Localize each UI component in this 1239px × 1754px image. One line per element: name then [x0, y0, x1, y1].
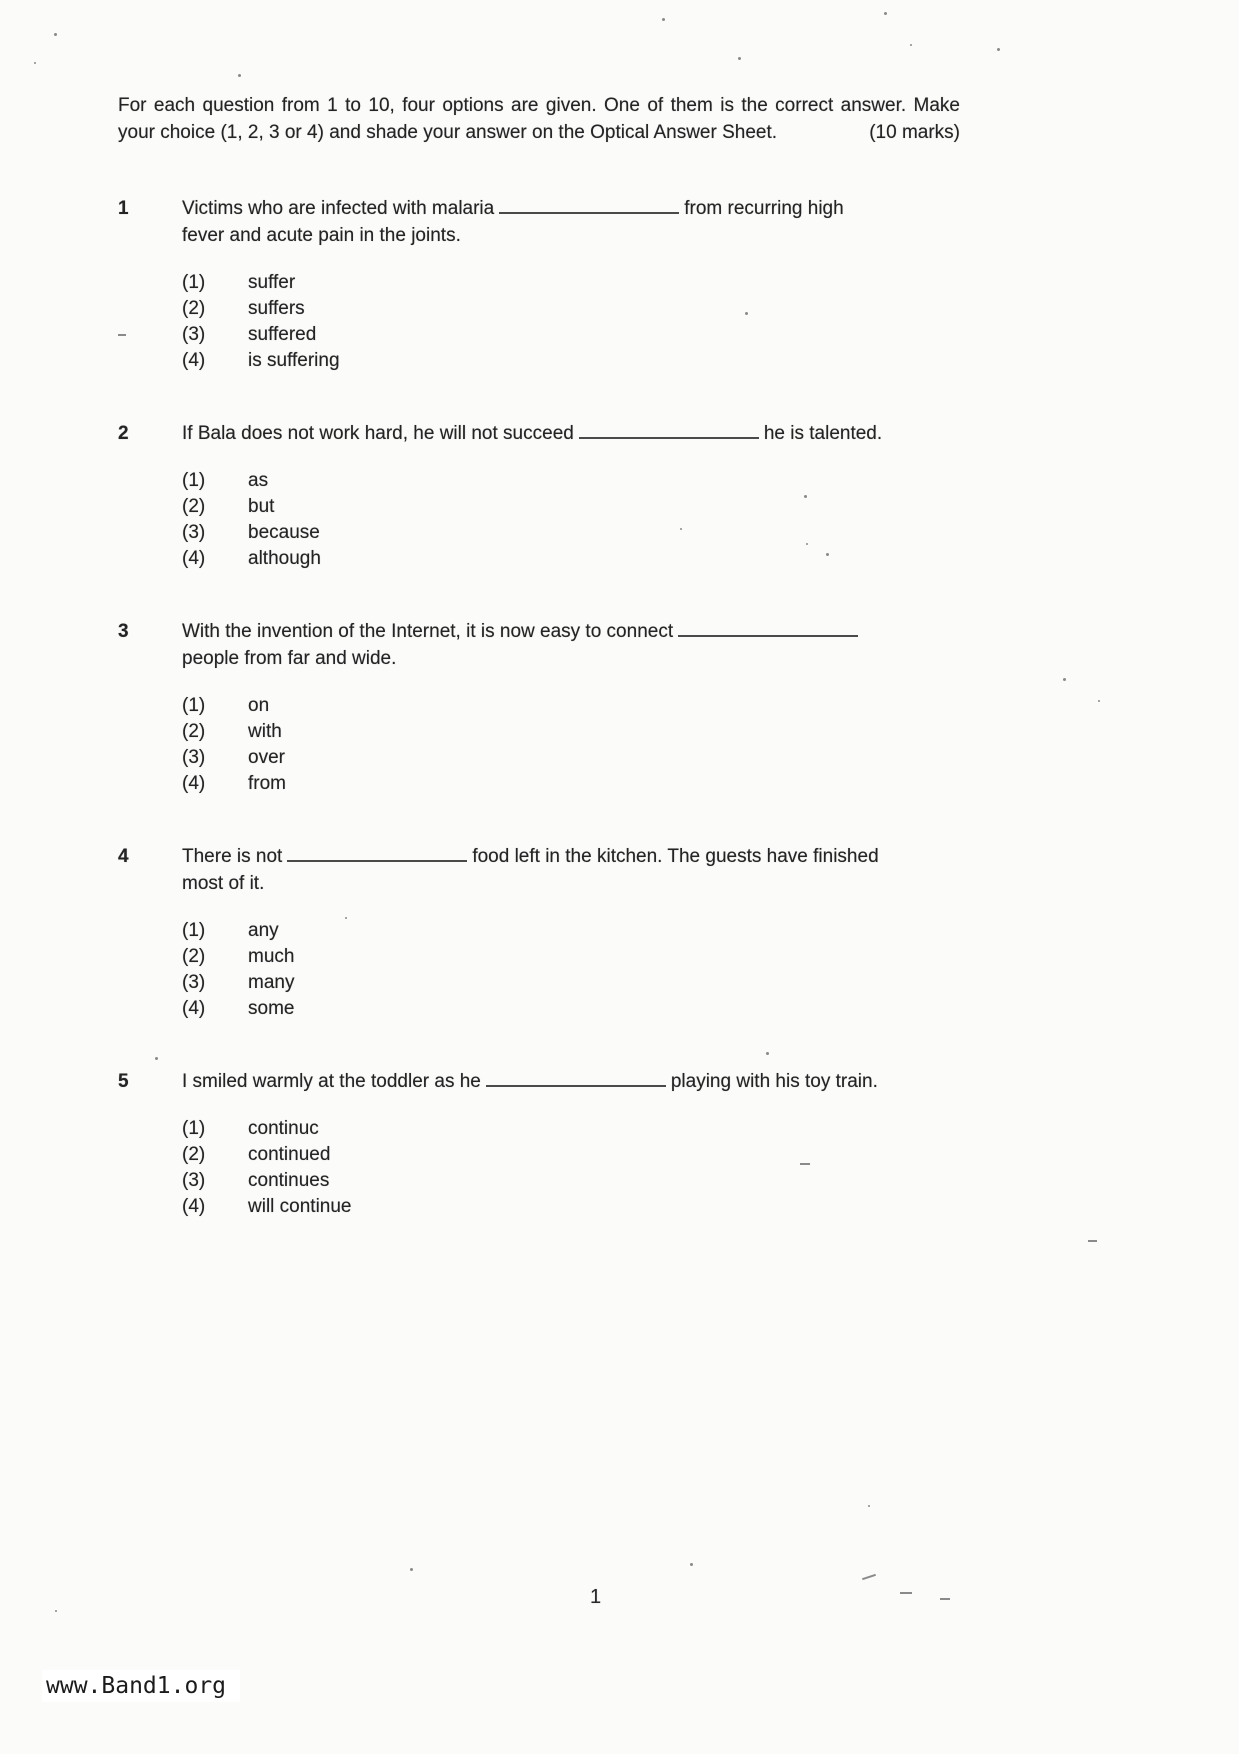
question-text-line2: fever and acute pain in the joints.: [182, 225, 461, 246]
option-label: (4): [182, 773, 206, 794]
option-2: [182, 494, 960, 520]
question-text-after-blank: he is talented.: [763, 423, 883, 444]
option-text: because: [248, 522, 320, 543]
scan-speck: [54, 33, 57, 36]
question-text-after-blank: playing with his toy train.: [670, 1071, 878, 1092]
option-1: [182, 693, 960, 719]
option-text: suffers: [248, 298, 305, 319]
option-label: (3): [182, 1170, 206, 1191]
question-text-before-blank: With the invention of the Internet, it is now easy to connect: [182, 621, 674, 642]
scan-speck: [766, 1052, 769, 1055]
question-text-before-blank: If Bala does not work hard, he will not succeed: [182, 423, 574, 444]
scan-speck: [238, 74, 241, 77]
question-text-line2: most of it.: [182, 873, 265, 894]
option-text: suffered: [248, 324, 317, 345]
option-label: (4): [182, 350, 206, 371]
option-label: (4): [182, 548, 206, 569]
option-label: (2): [182, 496, 206, 517]
option-4: [182, 348, 960, 374]
question-text: [182, 618, 960, 645]
options-list: [182, 693, 960, 797]
question-text-line2: people from far and wide.: [182, 648, 397, 669]
option-text: is suffering: [248, 350, 340, 371]
option-text: will continue: [248, 1196, 352, 1217]
scan-speck: [900, 1592, 912, 1594]
option-3: [182, 745, 960, 771]
scan-speck: [868, 1505, 870, 1507]
option-label: (3): [182, 522, 206, 543]
scan-speck: [738, 57, 741, 60]
question-4: [118, 843, 960, 1022]
option-2: [182, 719, 960, 745]
question-text-after-blank: food left in the kitchen. The guests have finished: [472, 846, 879, 867]
option-text: on: [248, 695, 270, 716]
option-1: [182, 468, 960, 494]
scan-speck: [826, 553, 829, 556]
option-3: [182, 970, 960, 996]
scan-speck: [662, 18, 665, 21]
option-3: [182, 520, 960, 546]
scan-speck: [800, 1163, 810, 1165]
option-3: [182, 1168, 960, 1194]
question-number: 3: [118, 621, 129, 642]
scan-speck: [910, 44, 912, 46]
option-label: (1): [182, 470, 206, 491]
option-text: any: [248, 920, 279, 941]
scan-speck: [118, 334, 126, 336]
watermark-url: www.Band1.org: [42, 1670, 240, 1702]
scan-speck: [690, 1563, 693, 1566]
question-number: 2: [118, 423, 129, 444]
scan-speck: [34, 62, 36, 64]
options-list: [182, 918, 960, 1022]
option-text: much: [248, 946, 295, 967]
option-label: (2): [182, 298, 206, 319]
question-3: [118, 618, 960, 797]
option-text: continues: [248, 1170, 330, 1191]
scan-speck: [55, 1610, 57, 1612]
option-text: over: [248, 747, 285, 768]
option-label: (3): [182, 747, 206, 768]
question-text: [182, 420, 960, 447]
option-label: (1): [182, 920, 206, 941]
options-list: [182, 1116, 960, 1220]
option-text: but: [248, 496, 275, 517]
scan-speck: [862, 1574, 876, 1580]
answer-blank: [486, 1072, 666, 1087]
option-text: from: [248, 773, 286, 794]
scan-speck: [410, 1568, 413, 1571]
option-text: with: [248, 721, 282, 742]
question-text-before-blank: I smiled warmly at the toddler as he: [182, 1071, 481, 1092]
scan-speck: [1088, 1240, 1097, 1242]
option-text: as: [248, 470, 269, 491]
option-label: (4): [182, 998, 206, 1019]
question-text: [182, 843, 960, 870]
option-label: (2): [182, 946, 206, 967]
option-text: although: [248, 548, 321, 569]
page-content: [118, 92, 960, 1266]
options-list: [182, 468, 960, 572]
answer-blank: [287, 847, 467, 862]
option-text: suffer: [248, 272, 296, 293]
option-1: [182, 270, 960, 296]
scan-speck: [804, 495, 807, 498]
scan-speck: [940, 1598, 950, 1600]
option-label: (3): [182, 972, 206, 993]
answer-blank: [499, 199, 679, 214]
option-2: [182, 296, 960, 322]
question-number: 5: [118, 1071, 129, 1092]
option-1: [182, 1116, 960, 1142]
question-text: [182, 195, 960, 222]
scan-speck: [680, 528, 682, 530]
option-label: (2): [182, 721, 206, 742]
instructions-text: For each question from 1 to 10, four options are given. One of them is the correct answer. Make your choice (1, 2, 3 or 4) and shade your answer on the Optical Answer Sheet.: [118, 95, 960, 143]
instructions-block: [118, 92, 960, 146]
question-5: [118, 1068, 960, 1220]
options-list: [182, 270, 960, 374]
option-text: continued: [248, 1144, 331, 1165]
option-4: [182, 546, 960, 572]
answer-blank: [678, 622, 858, 637]
question-number: 1: [118, 198, 129, 219]
question-1: [118, 195, 960, 374]
question-2: [118, 420, 960, 572]
question-text-before-blank: There is not: [182, 846, 283, 867]
question-text: [182, 1068, 960, 1095]
option-text: many: [248, 972, 295, 993]
option-label: (4): [182, 1196, 206, 1217]
option-2: [182, 944, 960, 970]
page-number: 1: [590, 1586, 602, 1608]
option-1: [182, 918, 960, 944]
option-2: [182, 1142, 960, 1168]
option-label: (1): [182, 1118, 206, 1139]
option-4: [182, 771, 960, 797]
option-label: (1): [182, 272, 206, 293]
scan-speck: [155, 1057, 158, 1060]
answer-blank: [579, 424, 759, 439]
option-label: (1): [182, 695, 206, 716]
scan-speck: [997, 48, 1000, 51]
question-text-after-blank: from recurring high: [684, 198, 844, 219]
option-4: [182, 1194, 960, 1220]
option-label: (3): [182, 324, 206, 345]
question-text-before-blank: Victims who are infected with malaria: [182, 198, 495, 219]
scan-speck: [884, 12, 887, 15]
option-text: some: [248, 998, 295, 1019]
scan-speck: [1098, 700, 1100, 702]
option-4: [182, 996, 960, 1022]
option-3: [182, 322, 960, 348]
option-text: continuc: [248, 1118, 319, 1139]
option-label: (2): [182, 1144, 206, 1165]
question-number: 4: [118, 846, 129, 867]
scan-speck: [1063, 678, 1066, 681]
scan-speck: [345, 917, 347, 919]
scan-speck: [745, 312, 748, 315]
scan-speck: [806, 543, 808, 545]
marks-label: (10 marks): [869, 122, 960, 143]
